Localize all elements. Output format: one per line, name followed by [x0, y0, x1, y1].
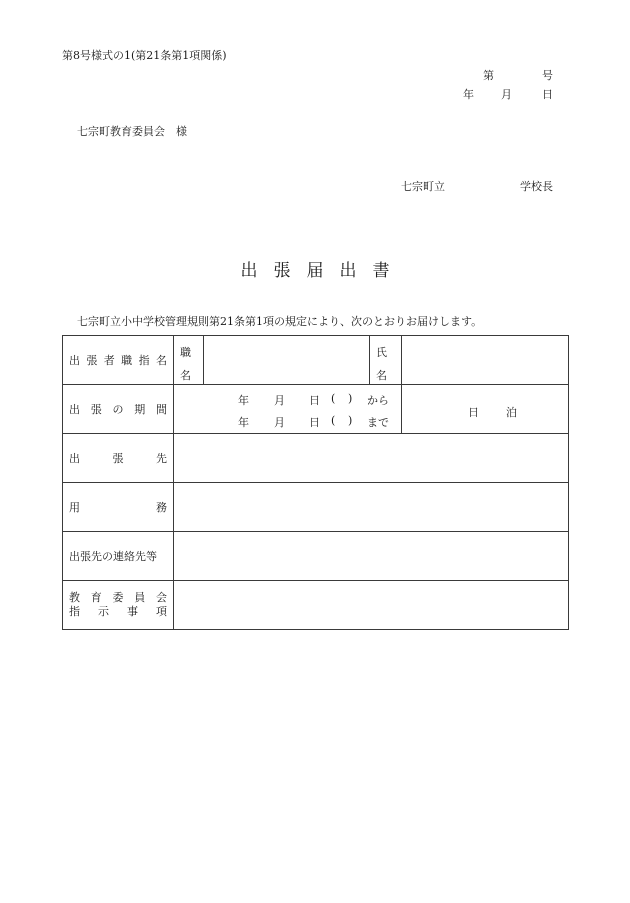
- label-traveler: 出 張 者 職 指 名: [63, 336, 174, 385]
- document-title: 出張届出書: [240, 261, 406, 281]
- date-year: 年: [463, 88, 474, 101]
- trip-form-table: [62, 335, 569, 630]
- period-end: 年 月 日 ( ) まで: [238, 414, 389, 429]
- document-date: [463, 89, 553, 101]
- number-prefix: 第: [483, 69, 494, 82]
- name-field[interactable]: [402, 336, 569, 385]
- addressee: 七宗町教育委員会 様: [77, 125, 187, 138]
- row-destination: [63, 434, 569, 483]
- sender-title: 学校長: [520, 180, 553, 193]
- business-field[interactable]: [174, 483, 569, 532]
- row-traveler: [63, 336, 569, 385]
- row-instructions: [63, 581, 569, 630]
- instructions-field[interactable]: [174, 581, 569, 630]
- period-field[interactable]: [174, 385, 402, 434]
- days-nights: 日 泊: [468, 406, 517, 419]
- position-field[interactable]: [204, 336, 370, 385]
- document-number: [483, 70, 553, 82]
- label-instructions: 教 育 委 員 会 指 示 事 項: [63, 581, 174, 630]
- date-month: 月: [501, 88, 512, 101]
- date-day: 日: [542, 88, 553, 101]
- intro-text: 七宗町立小中学校管理規則第21条第1項の規定により、次のとおりお届けします。: [77, 315, 483, 328]
- row-period: [63, 385, 569, 434]
- sender: [401, 181, 553, 193]
- row-business: [63, 483, 569, 532]
- row-contact: [63, 532, 569, 581]
- label-contact: 出張先の連絡先等: [63, 532, 174, 581]
- name-label: 氏 名: [370, 336, 402, 385]
- period-start: 年 月 日 ( ) から: [238, 392, 389, 407]
- position-label: 職 名: [174, 336, 204, 385]
- label-business: 用 務: [63, 483, 174, 532]
- destination-field[interactable]: [174, 434, 569, 483]
- label-destination: 出 張 先: [63, 434, 174, 483]
- sender-school-prefix: 七宗町立: [401, 180, 445, 193]
- label-period: 出 張 の 期 間: [63, 385, 174, 434]
- form-code: 第8号様式の1(第21条第1項関係): [62, 49, 227, 62]
- number-suffix: 号: [542, 69, 553, 82]
- nights-field[interactable]: [402, 385, 569, 434]
- contact-field[interactable]: [174, 532, 569, 581]
